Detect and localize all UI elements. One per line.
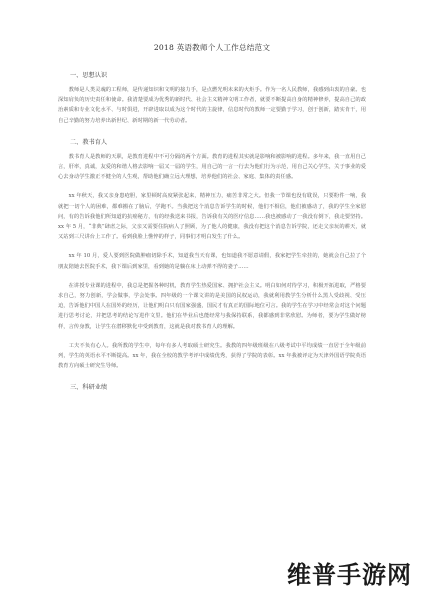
paragraph: 在讲授专业课的进程中，我总是把握各种时机，教育学生热爱国家、拥护社会主义。明白如何对待学习，积极开拓进取，严格要求自己，努力创新，学会做事，学会处事。四年级的一个课文讲的是美国的民权运动，我就利用教学生分析什么黑人受歧视、受压迫，告诉他们中国人在国外的经历，让他们明白只有国家强盛，国民才有真正的国际地位可言。我的学生在学习中经常会对这个问题进行思考讨论，并把思考的结论写进作文里。他们在毕业后也能经常与我保持联系，我都感到非常欣慰。为师者，要为学生做好榜样，言传身教，让学生在潜移默化中受到教育，这就是我对教书育人的理解。 <box>58 282 366 330</box>
section-3 <box>58 341 366 372</box>
paragraph: 教师是人类灵魂的工程师，是传递知识和文明的接力手，是点燃光明未来的火炬手。作为一名人民教师，我感到由衷的自豪。也深知肩负的历史责任和使命。我清楚要成为优秀的新时代、社会主义精神文明工作者，就要不断提高自身的精神修养，提高自己的政治素质和专业文化水平、与时俱进，开辟进取以成为这个时代的主旋律，信息时代的教师一定要勤于学习，创于创新，踏实肯干，用自己辛勤的努力培养出新世纪、新时期的新一代劳动者。 <box>58 87 366 124</box>
paragraph: xx 年秋天，我又亲身患疮胆，家里顿时高度紧张起来，精神压力，痛苦非常之大。但我一节课也没有耽误，只要粉件一响，我就把一切个人的困难，都难搬在了脑后，学跑不。当我把这个消息告诉学生的时候，他们不相信，他们被感动了，我的学生全家慰问，有的告诉我他们所知道的抗癌秘方，有的经我送来书报，告诉我有关的医疗信息……我也被感动了一我没有倒下，我走要坚持。xx 年 5 月，“非典”肆虐之际，父亲又需要住院病人了照顾，为了他人的健康，我没有把这个消息告诉学院，还走父亲玩的耕天，就又站到三尺讲台上工作了。看到我脸上憔悴的样子，同事们才明白发生了什么。 <box>58 193 366 241</box>
section-4 <box>58 382 366 391</box>
section-heading: 二、教书育人 <box>70 138 108 146</box>
section-2 <box>58 137 366 332</box>
paragraph: 教书育人是教师的天职，是教育进程中不可分隔的两个方面。教育的进程其实就是影响和被影响的进程。多年来，我一直用自己言，肝率，真诚，友爱的和谐人格去影响一届又一届的学生，用自己的一言一行去为他们行为示范，用自己关心学生，关于事业的爱心去身动学生激正不健全的人生观，帮助他们确立远大理想，培养他们的社会、家庭、集体的责任感。 <box>58 153 366 181</box>
paragraph: 工夫不负有心人。我所教的学生中，每年有多人考取硕士研究生。我教的四年级班级在八级考试中平均成绩一直居于全年级前列，学生的英语水平不断提高。xx 年，我在全校的教学考评中成绩优秀，获得了学院的表彰。xx 年我被评定为天津外国语学院英语教育方向硕士研究生导师。 <box>58 342 366 370</box>
document-title: 2018 英语教师个人工作总结范文 <box>153 43 271 52</box>
section-1 <box>58 70 366 126</box>
section-heading: 三、科研业绩 <box>70 384 108 392</box>
site-watermark: 维普手游网 <box>287 561 412 589</box>
paragraph: xx 年 10 月，爱人要到医院做肿瘤切除手术，知道我当天有课，也知道我不愿意请假，我家把学生牵挂的，她就会自己拉了个朋友陪她去医院手术，我下课后到家里，看到她的是躺在床上动弹不得的妻子…… <box>58 253 366 270</box>
section-heading: 一、思想认识 <box>70 72 108 79</box>
